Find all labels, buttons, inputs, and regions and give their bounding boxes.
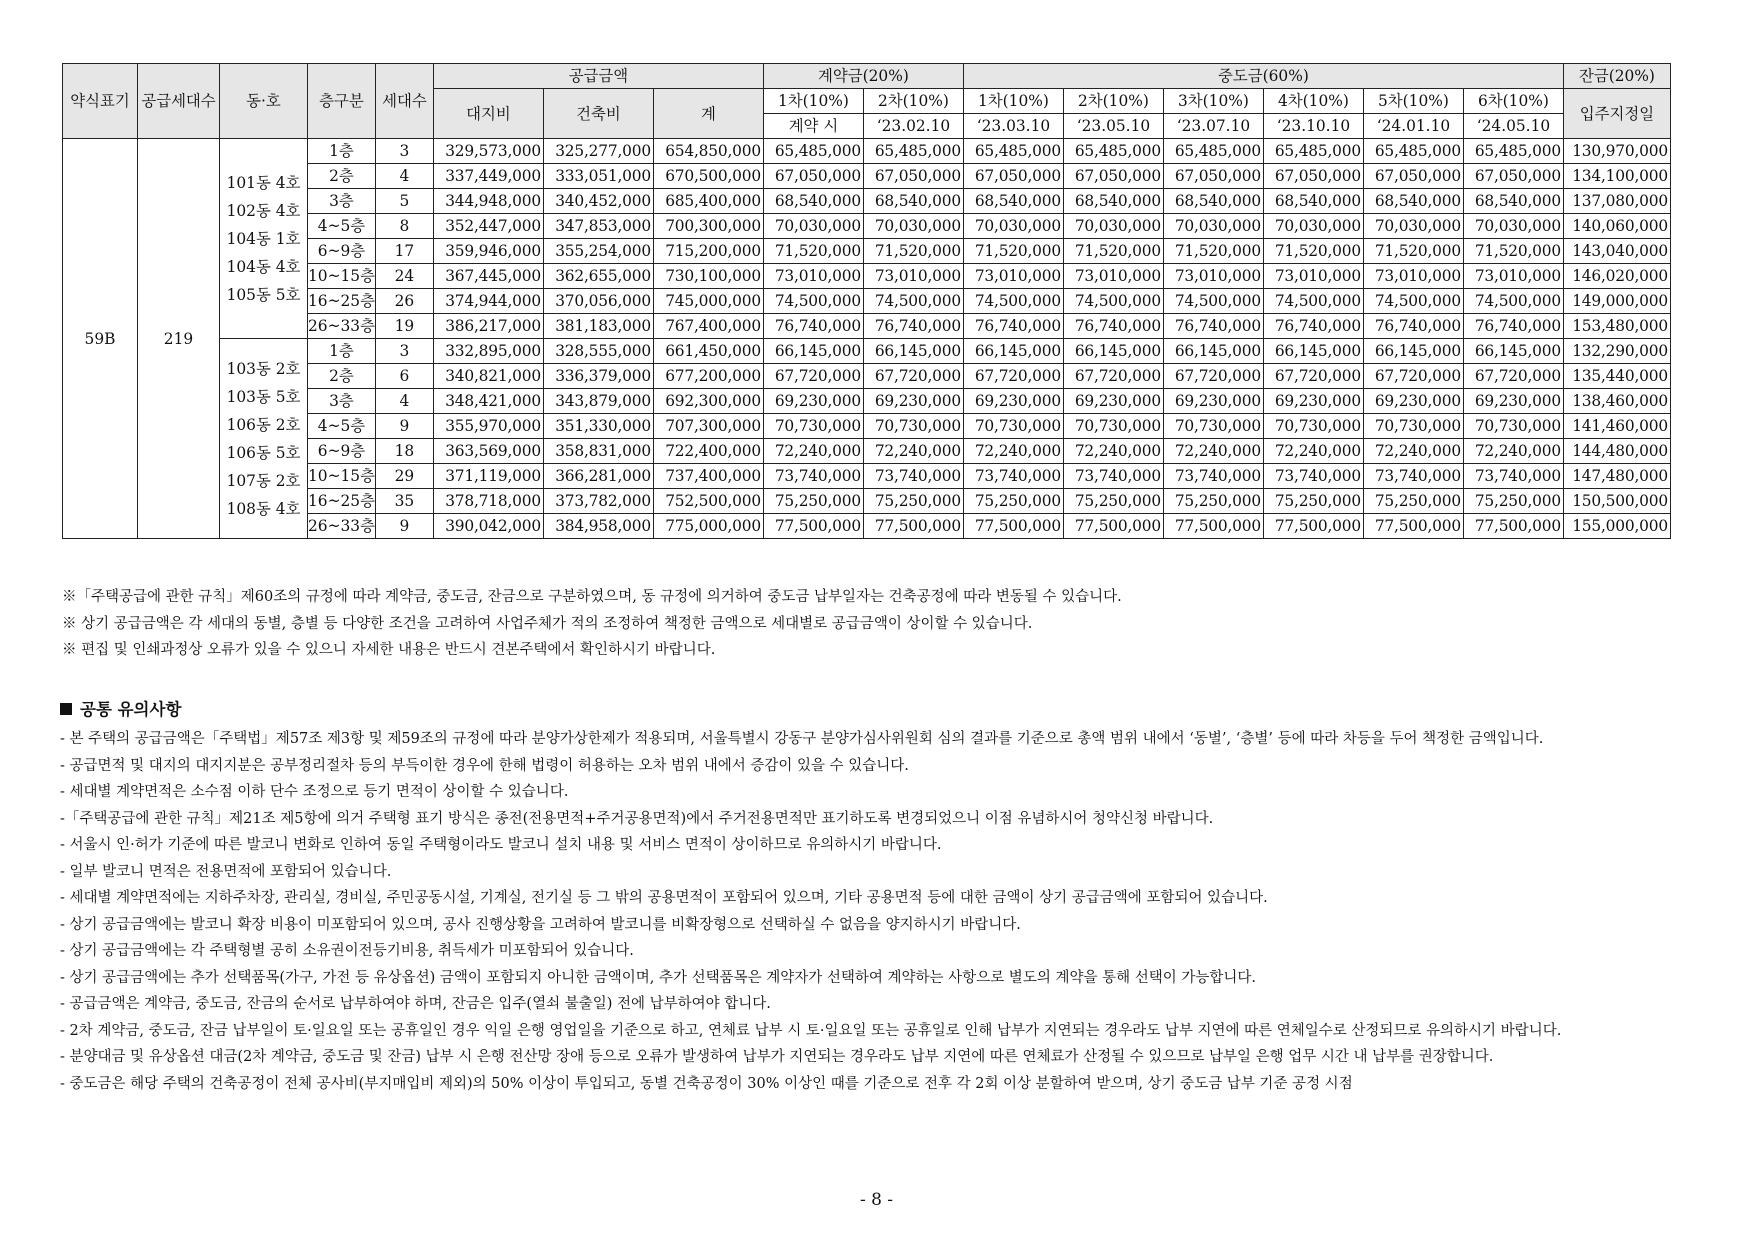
building-price-cell: 333,051,000 [543,164,653,189]
installment-cell: 65,485,000 [1463,139,1563,164]
floor-cell: 2층 [308,164,376,189]
floor-cell: 16~25층 [308,289,376,314]
installment-cell: 67,050,000 [763,164,863,189]
units-cell: 9 [375,414,433,439]
installment-cell: 73,010,000 [763,264,863,289]
balance-cell: 135,440,000 [1563,364,1670,389]
installment-cell: 76,740,000 [1163,314,1263,339]
note-line: ※ 상기 공급금액은 각 세대의 동별, 층별 등 다양한 조건을 고려하여 사업주체가 적의 조정하여 책정한 금액으로 세대별로 공급금액이 상이할 수 있습니다. [62,615,1033,632]
installment-cell: 74,500,000 [1163,289,1263,314]
installment-cell: 75,250,000 [1063,489,1163,514]
installment-cell: 75,250,000 [1163,489,1263,514]
balance-cell: 141,460,000 [1563,414,1670,439]
notes [62,584,1122,664]
dong-ho-label: 103동 2호 [226,359,301,378]
header-balance: 잔금(20%) [1563,64,1670,89]
header-middle-5-date: ‘24.01.10 [1363,114,1463,139]
installment-cell: 70,730,000 [1163,414,1263,439]
header-middle-4: 4차(10%) [1263,89,1363,114]
installment-cell: 73,010,000 [963,264,1063,289]
header-supply-price: 공급금액 [433,64,763,89]
installment-cell: 65,485,000 [1363,139,1463,164]
installment-cell: 67,720,000 [1463,364,1563,389]
installment-cell: 68,540,000 [1263,189,1363,214]
supply-households-cell: 219 [138,139,220,539]
installment-cell: 71,520,000 [763,239,863,264]
floor-cell: 6~9층 [308,439,376,464]
floor-cell: 3층 [308,189,376,214]
units-cell: 5 [375,189,433,214]
installment-cell: 67,720,000 [1363,364,1463,389]
dong-ho-cell [220,339,308,539]
installment-cell: 74,500,000 [1263,289,1363,314]
installment-cell: 74,500,000 [1363,289,1463,314]
total-price-cell: 745,000,000 [653,289,763,314]
installment-cell: 71,520,000 [1463,239,1563,264]
land-price-cell: 344,948,000 [433,189,543,214]
installment-cell: 70,030,000 [963,214,1063,239]
installment-cell: 77,500,000 [763,514,863,539]
floor-cell: 4~5층 [308,414,376,439]
balance-cell: 134,100,000 [1563,164,1670,189]
installment-cell: 66,145,000 [1463,339,1563,364]
building-price-cell: 366,281,000 [543,464,653,489]
dong-ho-label: 107동 2호 [226,471,301,490]
dong-ho-label: 106동 5호 [226,443,301,462]
installment-cell: 66,145,000 [1263,339,1363,364]
installment-cell: 68,540,000 [1363,189,1463,214]
installment-cell: 76,740,000 [1263,314,1363,339]
total-price-cell: 661,450,000 [653,339,763,364]
installment-cell: 67,720,000 [863,364,963,389]
installment-cell: 75,250,000 [863,489,963,514]
header-middle-3-date: ‘23.07.10 [1163,114,1263,139]
installment-cell: 65,485,000 [963,139,1063,164]
balance-cell: 137,080,000 [1563,189,1670,214]
installment-cell: 72,240,000 [1063,439,1163,464]
installment-cell: 77,500,000 [1163,514,1263,539]
list-item: - 본 주택의 공급금액은「주택법」제57조 제3항 및 제59조의 규정에 따라 분양가상한제가 적용되며, 서울특별시 강동구 분양가심사위원회 심의 결과를 기준으로 총액 범위 내에서 ‘동별’, ‘층별’ 등에 따라 차등을 두어 책정한 금액입니다. [60,731,1544,747]
installment-cell: 65,485,000 [1163,139,1263,164]
header-dong-ho: 동·호 [220,64,308,139]
installment-cell: 70,730,000 [1463,414,1563,439]
land-price-cell: 348,421,000 [433,389,543,414]
installment-cell: 76,740,000 [1363,314,1463,339]
installment-cell: 76,740,000 [1463,314,1563,339]
installment-cell: 69,230,000 [963,389,1063,414]
total-price-cell: 707,300,000 [653,414,763,439]
installment-cell: 73,010,000 [863,264,963,289]
installment-cell: 75,250,000 [963,489,1063,514]
header-deposit-1-date: 계약 시 [763,114,863,139]
installment-cell: 65,485,000 [863,139,963,164]
total-price-cell: 715,200,000 [653,239,763,264]
building-price-cell: 328,555,000 [543,339,653,364]
installment-cell: 72,240,000 [1463,439,1563,464]
installment-cell: 67,050,000 [1463,164,1563,189]
dong-ho-label: 106동 2호 [226,415,301,434]
installment-cell: 75,250,000 [763,489,863,514]
land-price-cell: 352,447,000 [433,214,543,239]
installment-cell: 70,030,000 [863,214,963,239]
table-row [63,139,1671,164]
installment-cell: 72,240,000 [1163,439,1263,464]
installment-cell: 69,230,000 [1363,389,1463,414]
installment-cell: 70,730,000 [1363,414,1463,439]
installment-cell: 76,740,000 [1063,314,1163,339]
installment-cell: 74,500,000 [763,289,863,314]
installment-cell: 71,520,000 [963,239,1063,264]
list-item: - 상기 공급금액에는 발코니 확장 비용이 미포함되어 있으며, 공사 진행상황을 고려하여 발코니를 비확장형으로 선택하실 수 없음을 양지하시기 바랍니다. [60,916,1021,933]
dong-ho-label: 105동 5호 [226,285,301,304]
list-item: - 서울시 인·허가 기준에 따른 발코니 변화로 인하여 동일 주택형이라도 발코니 설치 내용 및 서비스 면적이 상이하므로 유의하시기 바랍니다. [60,837,942,853]
balance-cell: 155,000,000 [1563,514,1670,539]
installment-cell: 75,250,000 [1263,489,1363,514]
installment-cell: 77,500,000 [863,514,963,539]
installment-cell: 74,500,000 [963,289,1063,314]
installment-cell: 67,050,000 [963,164,1063,189]
total-price-cell: 752,500,000 [653,489,763,514]
installment-cell: 72,240,000 [1363,439,1463,464]
building-price-cell: 384,958,000 [543,514,653,539]
balance-cell: 143,040,000 [1563,239,1670,264]
installment-cell: 71,520,000 [1263,239,1363,264]
units-cell: 29 [375,464,433,489]
balance-cell: 150,500,000 [1563,489,1670,514]
total-price-cell: 775,000,000 [653,514,763,539]
floor-cell: 1층 [308,339,376,364]
installment-cell: 70,030,000 [763,214,863,239]
dong-ho-cell [220,139,308,339]
installment-cell: 77,500,000 [963,514,1063,539]
installment-cell: 69,230,000 [763,389,863,414]
total-price-cell: 670,500,000 [653,164,763,189]
installment-cell: 73,740,000 [1363,464,1463,489]
header-deposit-2-date: ‘23.02.10 [863,114,963,139]
installment-cell: 66,145,000 [963,339,1063,364]
list-item: - 공급금액은 계약금, 중도금, 잔금의 순서로 납부하여야 하며, 잔금은 입주(열쇠 불출일) 전에 납부하여야 합니다. [60,996,771,1012]
units-cell: 3 [375,339,433,364]
header-deposit-2: 2차(10%) [863,89,963,114]
installment-cell: 74,500,000 [1063,289,1163,314]
balance-cell: 147,480,000 [1563,464,1670,489]
installment-cell: 67,720,000 [963,364,1063,389]
table-row [63,339,1671,364]
installment-cell: 69,230,000 [1263,389,1363,414]
land-price-cell: 359,946,000 [433,239,543,264]
header-middle-5: 5차(10%) [1363,89,1463,114]
installment-cell: 73,740,000 [763,464,863,489]
floor-cell: 16~25층 [308,489,376,514]
installment-cell: 73,010,000 [1463,264,1563,289]
installment-cell: 73,740,000 [963,464,1063,489]
installment-cell: 77,500,000 [1263,514,1363,539]
installment-cell: 69,230,000 [1063,389,1163,414]
list-item: - 세대별 계약면적에는 지하주차장, 관리실, 경비실, 주민공동시설, 기계실, 전기실 등 그 밖의 공용면적이 포함되어 있으며, 기타 공용면적 등에 대한 금액이 상기 공급금액에 포함되어 있습니다. [60,890,1268,906]
units-cell: 18 [375,439,433,464]
installment-cell: 70,730,000 [863,414,963,439]
building-price-cell: 370,056,000 [543,289,653,314]
header-middle-6: 6차(10%) [1463,89,1563,114]
building-price-cell: 340,452,000 [543,189,653,214]
list-item: - 상기 공급금액에는 각 주택형별 공히 소유권이전등기비용, 취득세가 미포함되어 있습니다. [60,943,634,959]
installment-cell: 67,720,000 [1163,364,1263,389]
land-price-cell: 363,569,000 [433,439,543,464]
building-price-cell: 343,879,000 [543,389,653,414]
list-item: - 세대별 계약면적은 소수점 이하 단수 조정으로 등기 면적이 상이할 수 있습니다. [60,784,569,800]
installment-cell: 70,030,000 [1163,214,1263,239]
land-price-cell: 374,944,000 [433,289,543,314]
installment-cell: 70,030,000 [1363,214,1463,239]
dong-ho-label: 102동 4호 [226,201,301,220]
installment-cell: 69,230,000 [1463,389,1563,414]
balance-cell: 130,970,000 [1563,139,1670,164]
installment-cell: 74,500,000 [1463,289,1563,314]
installment-cell: 74,500,000 [863,289,963,314]
units-cell: 17 [375,239,433,264]
land-price-cell: 390,042,000 [433,514,543,539]
note-line: ※ 편집 및 인쇄과정상 오류가 있을 수 있으니 자세한 내용은 반드시 견본주택에서 확인하시기 바랍니다. [62,642,716,658]
installment-cell: 70,730,000 [1063,414,1163,439]
header-middle-1: 1차(10%) [963,89,1063,114]
installment-cell: 67,050,000 [863,164,963,189]
installment-cell: 66,145,000 [763,339,863,364]
installment-cell: 73,740,000 [1063,464,1163,489]
section-title-text: 공통 유의사항 [80,700,182,719]
installment-cell: 76,740,000 [863,314,963,339]
installment-cell: 70,730,000 [763,414,863,439]
installment-cell: 66,145,000 [1363,339,1463,364]
building-price-cell: 362,655,000 [543,264,653,289]
installment-cell: 73,010,000 [1063,264,1163,289]
dong-ho-label: 104동 1호 [226,229,301,248]
list-item: - 분양대금 및 유상옵션 대금(2차 계약금, 중도금 및 잔금) 납부 시 은행 전산망 장애 등으로 오류가 발생하여 납부가 지연되는 경우라도 납부 지연에 따른 연체료가 산정될 수 있으므로 납부일 은행 업무 시간 내 납부를 권장합니다. [60,1049,1494,1065]
installment-cell: 77,500,000 [1463,514,1563,539]
installment-cell: 66,145,000 [1063,339,1163,364]
units-cell: 6 [375,364,433,389]
installment-cell: 66,145,000 [1163,339,1263,364]
floor-cell: 1층 [308,139,376,164]
header-type: 약식표기 [63,64,138,139]
balance-cell: 153,480,000 [1563,314,1670,339]
building-price-cell: 336,379,000 [543,364,653,389]
land-price-cell: 378,718,000 [433,489,543,514]
units-cell: 35 [375,489,433,514]
list-item: - 상기 공급금액에는 추가 선택품목(가구, 가전 등 유상옵션) 금액이 포함되지 아니한 금액이며, 추가 선택품목은 계약자가 선택하여 계약하는 사항으로 별도의 계약을 통해 선택이 가능합니다. [60,969,1256,986]
installment-cell: 76,740,000 [763,314,863,339]
installment-cell: 68,540,000 [1063,189,1163,214]
installment-cell: 70,730,000 [1263,414,1363,439]
dong-ho-label: 101동 4호 [226,173,301,192]
dong-ho-label: 104동 4호 [226,257,301,276]
floor-cell: 4~5층 [308,214,376,239]
header-units: 세대수 [375,64,433,139]
building-price-cell: 373,782,000 [543,489,653,514]
floor-cell: 10~15층 [308,264,376,289]
page-number: - 8 - [859,1190,894,1210]
installment-cell: 65,485,000 [1063,139,1163,164]
units-cell: 9 [375,514,433,539]
balance-cell: 132,290,000 [1563,339,1670,364]
floor-cell: 10~15층 [308,464,376,489]
total-price-cell: 685,400,000 [653,189,763,214]
installment-cell: 73,010,000 [1363,264,1463,289]
installment-cell: 67,050,000 [1263,164,1363,189]
building-price-cell: 351,330,000 [543,414,653,439]
land-price-cell: 329,573,000 [433,139,543,164]
installment-cell: 68,540,000 [863,189,963,214]
installment-cell: 67,050,000 [1363,164,1463,189]
total-price-cell: 730,100,000 [653,264,763,289]
header-middle-2: 2차(10%) [1063,89,1163,114]
header-floor: 층구분 [308,64,376,139]
installment-cell: 70,030,000 [1463,214,1563,239]
units-cell: 24 [375,264,433,289]
list-item: - 일부 발코니 면적은 전용면적에 포함되어 있습니다. [60,863,392,880]
installment-cell: 69,230,000 [1163,389,1263,414]
header-land: 대지비 [433,89,543,139]
installment-cell: 73,010,000 [1263,264,1363,289]
floor-cell: 6~9층 [308,239,376,264]
header-total: 계 [653,89,763,139]
balance-cell: 149,000,000 [1563,289,1670,314]
section-title [60,696,181,720]
building-price-cell: 358,831,000 [543,439,653,464]
total-price-cell: 700,300,000 [653,214,763,239]
total-price-cell: 737,400,000 [653,464,763,489]
floor-cell: 26~33층 [308,314,376,339]
price-table-body [63,139,1671,539]
header-deposit-1: 1차(10%) [763,89,863,114]
installment-cell: 75,250,000 [1363,489,1463,514]
land-price-cell: 340,821,000 [433,364,543,389]
installment-cell: 66,145,000 [863,339,963,364]
list-item: - 2차 계약금, 중도금, 잔금 납부일이 토·일요일 또는 공휴일인 경우 익일 은행 영업일을 기준으로 하고, 연체료 납부 시 토·일요일 또는 공휴일로 인해 납부가 지연되는 경우라도 납부 지연에 따른 연체일수로 산정되므로 유의하시기 바랍니다. [60,1022,1562,1039]
header-middle-2-date: ‘23.05.10 [1063,114,1163,139]
header-middle-1-date: ‘23.03.10 [963,114,1063,139]
installment-cell: 72,240,000 [763,439,863,464]
installment-cell: 77,500,000 [1363,514,1463,539]
header-middle-4-date: ‘23.10.10 [1263,114,1363,139]
header-building: 건축비 [543,89,653,139]
installment-cell: 69,230,000 [863,389,963,414]
installment-cell: 68,540,000 [1163,189,1263,214]
floor-cell: 2층 [308,364,376,389]
installment-cell: 71,520,000 [1163,239,1263,264]
header-middle-3: 3차(10%) [1163,89,1263,114]
land-price-cell: 337,449,000 [433,164,543,189]
building-price-cell: 325,277,000 [543,139,653,164]
list-item: - 중도금은 해당 주택의 건축공정이 전체 공사비(부지매입비 제외)의 50% 이상이 투입되고, 동별 건축공정이 30% 이상인 때를 기준으로 전후 각 2회 이상 분할하여 받으며, 상기 중도금 납부 기준 공정 시점 [60,1075,1353,1092]
installment-cell: 70,030,000 [1063,214,1163,239]
list-item: -「주택공급에 관한 규칙」제21조 제5항에 의거 주택형 표기 방식은 종전(전용면적+주거공용면적)에서 주거전용면적만 표기하도록 변경되었으니 이점 유념하시어 청약신청 바랍니다. [60,810,1214,827]
building-price-cell: 347,853,000 [543,214,653,239]
note-line: ※「주택공급에 관한 규칙」제60조의 규정에 따라 계약금, 중도금, 잔금으로 구분하였으며, 동 규정에 의거하여 중도금 납부일자는 건축공정에 따라 변동될 수 있습니다. [62,589,1122,605]
installment-cell: 71,520,000 [863,239,963,264]
header-middle-6-date: ‘24.05.10 [1463,114,1563,139]
installment-cell: 72,240,000 [863,439,963,464]
list-item: - 공급면적 및 대지의 대지지분은 공부정리절차 등의 부득이한 경우에 한해 법령이 허용하는 오차 범위 내에서 증감이 있을 수 있습니다. [60,757,909,774]
total-price-cell: 722,400,000 [653,439,763,464]
units-cell: 19 [375,314,433,339]
installment-cell: 73,740,000 [1463,464,1563,489]
building-price-cell: 381,183,000 [543,314,653,339]
installment-cell: 73,740,000 [1163,464,1263,489]
balance-cell: 144,480,000 [1563,439,1670,464]
supply-price-table [62,63,1671,539]
total-price-cell: 692,300,000 [653,389,763,414]
total-price-cell: 767,400,000 [653,314,763,339]
land-price-cell: 371,119,000 [433,464,543,489]
building-price-cell: 355,254,000 [543,239,653,264]
installment-cell: 73,740,000 [863,464,963,489]
units-cell: 3 [375,139,433,164]
installment-cell: 71,520,000 [1063,239,1163,264]
floor-cell: 26~33층 [308,514,376,539]
installment-cell: 71,520,000 [1363,239,1463,264]
installment-cell: 67,720,000 [763,364,863,389]
type-code-cell: 59B [63,139,138,539]
units-cell: 4 [375,389,433,414]
installment-cell: 70,030,000 [1263,214,1363,239]
total-price-cell: 677,200,000 [653,364,763,389]
installment-cell: 72,240,000 [963,439,1063,464]
installment-cell: 77,500,000 [1063,514,1163,539]
header-middle: 중도금(60%) [963,64,1563,89]
installment-cell: 68,540,000 [1463,189,1563,214]
installment-cell: 68,540,000 [763,189,863,214]
units-cell: 8 [375,214,433,239]
land-price-cell: 367,445,000 [433,264,543,289]
land-price-cell: 355,970,000 [433,414,543,439]
installment-cell: 67,050,000 [1163,164,1263,189]
land-price-cell: 332,895,000 [433,339,543,364]
balance-cell: 140,060,000 [1563,214,1670,239]
installment-cell: 73,010,000 [1163,264,1263,289]
installment-cell: 73,740,000 [1263,464,1363,489]
installment-cell: 72,240,000 [1263,439,1363,464]
land-price-cell: 386,217,000 [433,314,543,339]
precautions-list [60,726,1700,1097]
floor-cell: 3층 [308,389,376,414]
balance-cell: 146,020,000 [1563,264,1670,289]
installment-cell: 67,720,000 [1063,364,1163,389]
installment-cell: 75,250,000 [1463,489,1563,514]
installment-cell: 67,720,000 [1263,364,1363,389]
installment-cell: 65,485,000 [763,139,863,164]
units-cell: 26 [375,289,433,314]
installment-cell: 70,730,000 [963,414,1063,439]
header-balance-date: 입주지정일 [1563,89,1670,139]
dong-ho-label: 108동 4호 [226,499,301,518]
square-bullet-icon [60,703,72,715]
units-cell: 4 [375,164,433,189]
dong-ho-label: 103동 5호 [226,387,301,406]
installment-cell: 67,050,000 [1063,164,1163,189]
balance-cell: 138,460,000 [1563,389,1670,414]
installment-cell: 68,540,000 [963,189,1063,214]
header-deposit: 계약금(20%) [763,64,963,89]
installment-cell: 76,740,000 [963,314,1063,339]
header-households: 공급세대수 [138,64,220,139]
total-price-cell: 654,850,000 [653,139,763,164]
installment-cell: 65,485,000 [1263,139,1363,164]
